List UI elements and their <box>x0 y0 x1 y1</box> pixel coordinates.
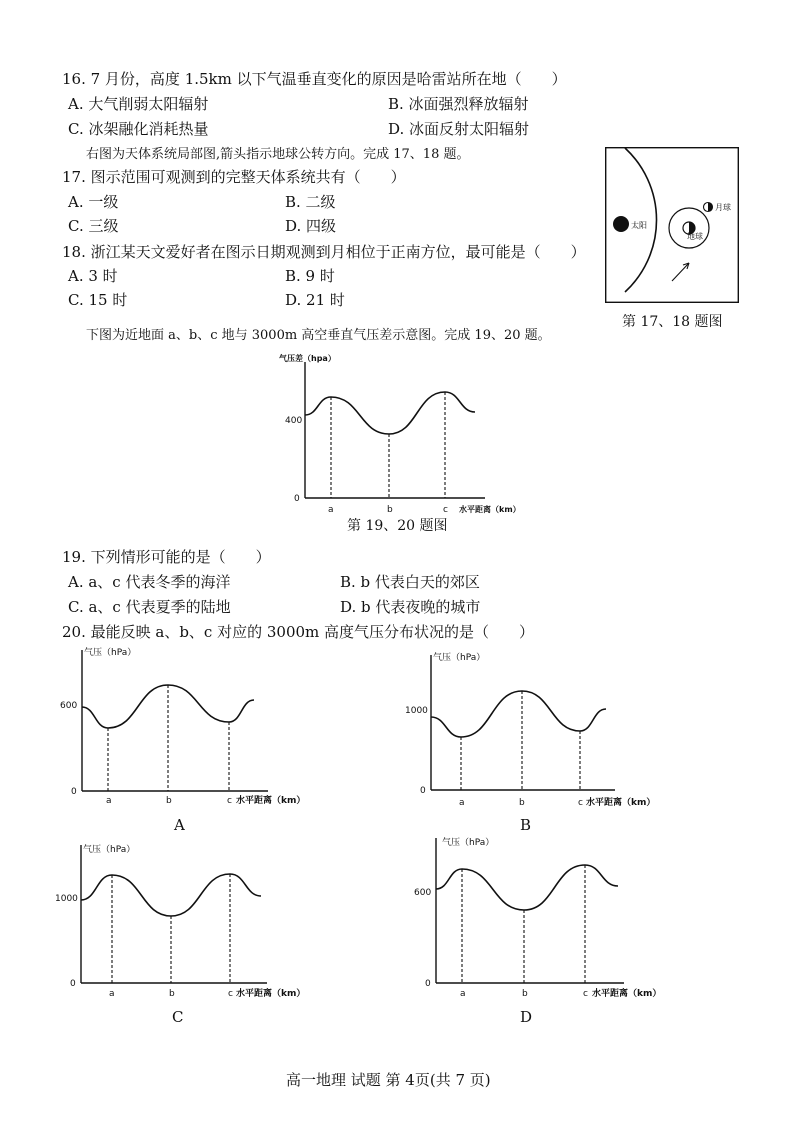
q16-option-b: B. 冰面强烈释放辐射 <box>388 95 529 113</box>
option-b-curve <box>431 691 606 737</box>
q19-option-d: D. b 代表夜晚的城市 <box>340 598 481 616</box>
intro-19-20: 下图为近地面 a、b、c 地与 3000m 高空垂直气压差示意图。完成 19、20 题。 <box>86 328 551 343</box>
option-b-label[interactable]: B <box>520 816 532 834</box>
svg-text:a: a <box>459 798 465 808</box>
moon-label: 月球 <box>715 203 731 212</box>
svg-text:b: b <box>519 798 525 808</box>
q18-option-c: C. 15 时 <box>68 291 128 309</box>
astro-figure-caption: 第 17、18 题图 <box>622 314 723 330</box>
option-d-ylabel: 气压（hPa） <box>442 838 495 848</box>
sun <box>613 216 629 232</box>
q16-option-c: C. 冰架融化消耗热量 <box>68 120 209 138</box>
earth-label: 地球 <box>687 232 703 241</box>
option-c-curve <box>81 874 261 916</box>
q17-option-d: D. 四级 <box>285 217 337 235</box>
main-chart-x-a: a <box>328 505 334 515</box>
option-b-ylabel: 气压（hPa） <box>433 653 486 663</box>
q16-option-d: D. 冰面反射太阳辐射 <box>388 120 530 138</box>
q20-stem: 20. 最能反映 a、b、c 对应的 3000m 高度气压分布状况的是（ ） <box>62 623 535 641</box>
page-footer: 高一地理 试题 第 4页(共 7 页) <box>286 1071 491 1089</box>
q19-option-a: A. a、c 代表冬季的海洋 <box>68 573 231 591</box>
option-b-xlabel: 水平距离（km） <box>586 798 656 808</box>
pressure-difference-chart <box>275 347 535 519</box>
svg-text:a: a <box>460 989 466 999</box>
q18-option-a: A. 3 时 <box>68 267 118 285</box>
main-chart-xlabel: 水平距离（km） <box>459 505 521 514</box>
svg-text:b: b <box>169 989 175 999</box>
q16-option-a: A. 大气削弱太阳辐射 <box>68 95 209 113</box>
main-chart-tick-400: 400 <box>285 416 303 426</box>
option-d-series <box>436 865 618 983</box>
svg-text:a: a <box>106 796 112 806</box>
intro-17-18: 右图为天体系统局部图,箭头指示地球公转方向。完成 17、18 题。 <box>86 147 470 162</box>
main-chart-x-c: c <box>443 505 448 515</box>
option-c-label[interactable]: C <box>172 1008 184 1026</box>
main-chart-series <box>305 392 475 498</box>
option-c-xlabel: 水平距离（km） <box>236 989 306 999</box>
main-chart-caption: 第 19、20 题图 <box>347 518 448 534</box>
option-a-label[interactable]: A <box>174 816 185 834</box>
option-a-ylabel: 气压（hPa） <box>84 648 137 658</box>
svg-text:b: b <box>166 796 172 806</box>
svg-text:0: 0 <box>425 979 431 989</box>
option-c-series <box>81 874 261 983</box>
option-chart-c <box>55 840 315 1002</box>
svg-text:0: 0 <box>420 786 426 796</box>
option-d-xlabel: 水平距离（km） <box>592 989 662 999</box>
q18-option-d: D. 21 时 <box>285 291 345 309</box>
svg-text:b: b <box>522 989 528 999</box>
option-a-tick: 600 <box>60 701 78 711</box>
main-chart-tick-0: 0 <box>294 494 300 504</box>
option-b-tick: 1000 <box>405 706 428 716</box>
option-chart-d <box>412 833 672 1003</box>
q17-option-a: A. 一级 <box>68 193 119 211</box>
q19-option-c: C. a、c 代表夏季的陆地 <box>68 598 231 616</box>
option-chart-b <box>405 650 660 810</box>
svg-text:c: c <box>578 798 583 808</box>
svg-text:c: c <box>228 989 233 999</box>
option-chart-a <box>58 645 308 810</box>
svg-text:0: 0 <box>71 787 77 797</box>
option-c-ylabel: 气压（hPa） <box>83 845 136 855</box>
q18-stem: 18. 浙江某天文爱好者在图示日期观测到月相位于正南方位，最可能是（ ） <box>62 243 586 261</box>
option-a-series <box>82 685 254 791</box>
option-b-series <box>431 691 606 790</box>
q19-stem: 19. 下列情形可能的是（ ） <box>62 548 271 566</box>
svg-text:0: 0 <box>70 979 76 989</box>
q19-option-b: B. b 代表白天的郊区 <box>340 573 480 591</box>
celestial-system-figure <box>605 147 739 303</box>
svg-text:c: c <box>583 989 588 999</box>
svg-text:c: c <box>227 796 232 806</box>
q17-option-b: B. 二级 <box>285 193 336 211</box>
option-c-tick: 1000 <box>55 894 78 904</box>
main-chart-x-b: b <box>387 505 393 515</box>
q17-stem: 17. 图示范围可观测到的完整天体系统共有（ ） <box>62 168 406 186</box>
sun-label: 太阳 <box>631 221 647 230</box>
q18-option-b: B. 9 时 <box>285 267 335 285</box>
option-d-curve <box>436 865 618 910</box>
option-d-label[interactable]: D <box>520 1008 533 1026</box>
svg-text:a: a <box>109 989 115 999</box>
q17-option-c: C. 三级 <box>68 217 119 235</box>
main-chart-ylabel: 气压差（hpa） <box>279 354 336 363</box>
option-a-xlabel: 水平距离（km） <box>236 796 306 806</box>
q16-stem: 16. 7 月份，高度 1.5km 以下气温垂直变化的原因是哈雷站所在地（ ） <box>62 70 567 88</box>
option-d-tick: 600 <box>414 888 432 898</box>
